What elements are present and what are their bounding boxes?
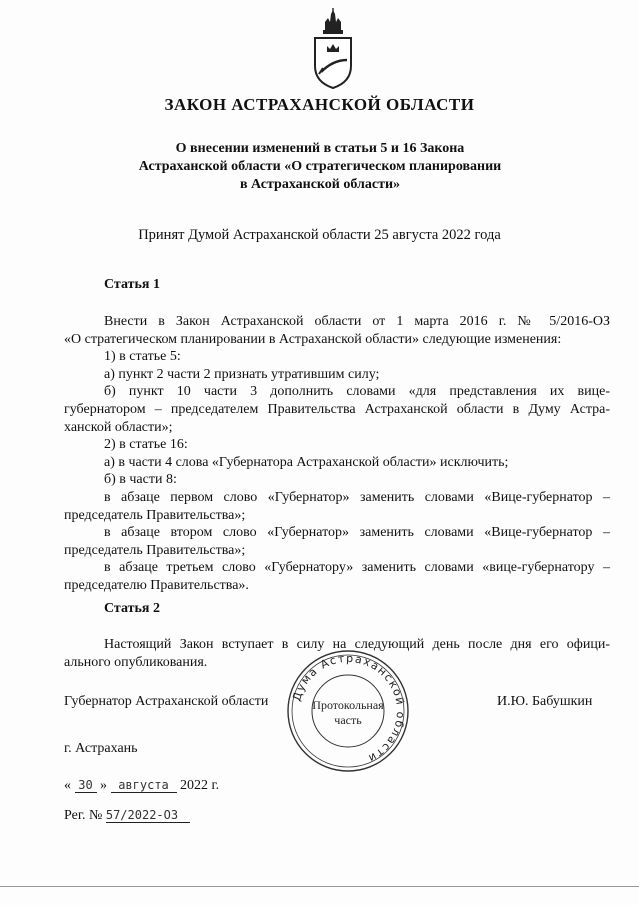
body-line: в абзаце первом слово «Губернатор» заменить словами «Вице-губернатор – (104, 489, 610, 505)
date-month: августа (111, 778, 177, 793)
body-line: «О стратегическом планировании в Астраханской области» следующие изменения: (64, 331, 562, 347)
body-line: б) пункт 10 части 3 дополнить словами «для представления их вице- (104, 384, 610, 400)
stamp-center-text: Протокольная (312, 698, 384, 712)
article-1-body (64, 313, 610, 595)
subtitle-line: Астраханской области «О стратегическом планировании (138, 159, 502, 174)
body-line: в абзаце третьем слово «Губернатору» заменить словами «вице-губернатору – (104, 560, 610, 576)
date-open-quote: « (64, 778, 71, 793)
stamp-center-text: часть (334, 713, 362, 727)
law-subtitle (100, 140, 540, 194)
signing-date (64, 778, 219, 794)
adoption-line: Принят Думой Астраханской области 25 августа 2022 года (138, 227, 501, 243)
subtitle-line: О внесении изменений в статьи 5 и 16 Закона (175, 141, 465, 156)
date-day: 30 (75, 778, 97, 793)
coat-of-arms-emblem (303, 8, 363, 92)
body-line: в абзаце втором слово «Губернатор» заменить словами «Вице-губернатор – (104, 525, 610, 541)
body-line: а) в части 4 слова «Губернатора Астраханской области» исключить; (104, 454, 509, 470)
stamp-ring-text: Дума Астраханской области (290, 651, 408, 766)
date-close-quote: » (100, 778, 107, 793)
body-line: ханской области»; (64, 419, 173, 435)
page-bottom-rule (0, 886, 639, 887)
body-line: Настоящий Закон вступает в силу на следующий день после дня его офици- (104, 637, 610, 652)
official-stamp (286, 649, 410, 773)
signatory-name: И.Ю. Бабушкин (497, 694, 593, 709)
body-line: 1) в статье 5: (104, 349, 181, 365)
article-2-heading: Статья 2 (104, 601, 160, 616)
date-year: 2022 г. (180, 778, 220, 793)
body-line: председателю Правительства». (64, 577, 249, 593)
body-line: председатель Правительства»; (64, 507, 246, 523)
body-line: а) пункт 2 части 2 признать утратившим силу; (104, 366, 380, 382)
registration-label: Рег. № (64, 808, 103, 823)
body-line: председатель Правительства»; (64, 542, 246, 558)
city: г. Астрахань (64, 741, 138, 756)
subtitle-line: в Астраханской области» (239, 177, 401, 192)
article-1-heading: Статья 1 (104, 277, 160, 292)
body-line: Внести в Закон Астраханской области от 1 марта 2016 г. № 5/2016-ОЗ (104, 314, 610, 329)
law-title: ЗАКОН АСТРАХАНСКОЙ ОБЛАСТИ (164, 95, 475, 114)
registration (64, 808, 190, 824)
registration-number: 57/2022-ОЗ (106, 808, 190, 823)
body-line: губернатором – председателем Правительства Астраханской области в Думу Астра- (64, 401, 610, 417)
signatory-position: Губернатор Астраханской области (64, 694, 269, 709)
body-line: ального опубликования. (64, 654, 208, 670)
body-line: 2) в статье 16: (104, 437, 188, 453)
body-line: б) в части 8: (104, 472, 177, 488)
